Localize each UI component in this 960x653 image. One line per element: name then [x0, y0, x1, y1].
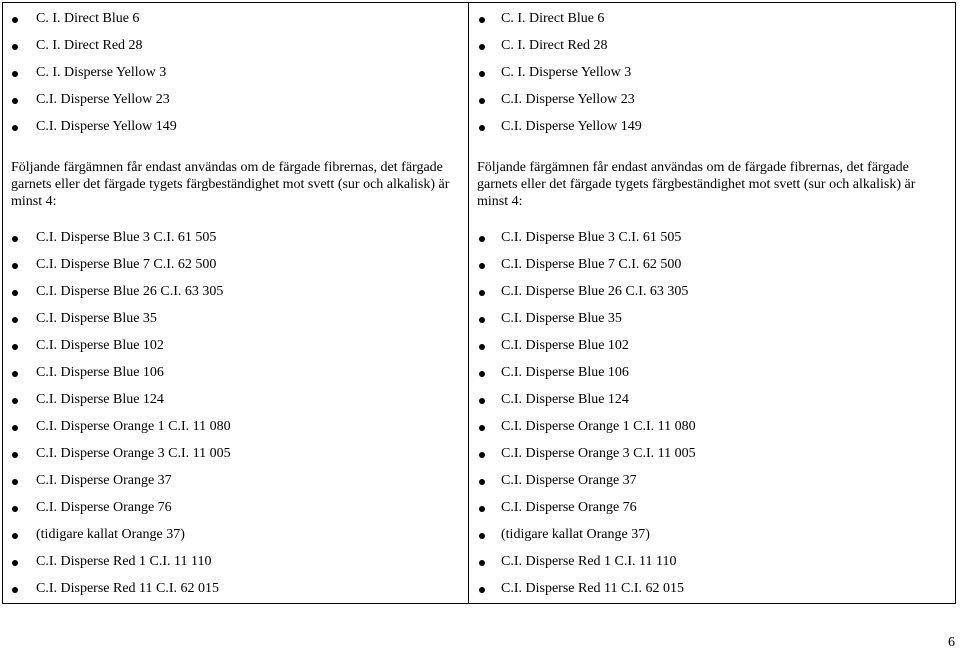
list-item-text: C.I. Disperse Blue 26 C.I. 63 305 [36, 284, 224, 299]
list-item [3, 284, 468, 311]
bullet-icon [479, 425, 485, 431]
bullet-icon [12, 236, 18, 242]
list-item [3, 473, 468, 500]
list-item-text: C.I. Disperse Orange 76 [36, 500, 172, 515]
list-item-text: C.I. Disperse Blue 102 [36, 338, 164, 353]
list-item [469, 392, 957, 419]
right-paragraph: Följande färgämnen får endast användas om de färgade fibrernas, det färgade garnets eller det färgade tygets färgbeständighet mot svett (sur och alkalisk) är minst 4: [477, 160, 916, 209]
bullet-icon [479, 344, 485, 350]
list-item-text: C.I. Disperse Blue 7 C.I. 62 500 [36, 257, 217, 272]
list-item [3, 65, 468, 92]
bullet-icon [479, 236, 485, 242]
bullet-icon [479, 263, 485, 269]
list-item [469, 311, 957, 338]
bullet-icon [479, 479, 485, 485]
list-item-text: C.I. Disperse Blue 124 [36, 392, 164, 407]
bullet-icon [12, 425, 18, 431]
bullet-icon [12, 290, 18, 296]
list-item-text: C. I. Direct Red 28 [36, 38, 143, 53]
list-item [469, 257, 957, 284]
list-item-text: C. I. Direct Red 28 [501, 38, 608, 53]
bullet-icon [479, 452, 485, 458]
list-item [3, 11, 468, 38]
list-item-text: C.I. Disperse Red 1 C.I. 11 110 [501, 554, 677, 569]
list-item-text: C.I. Disperse Blue 3 C.I. 61 505 [36, 230, 217, 245]
list-item [469, 284, 957, 311]
list-item-text: C.I. Disperse Yellow 149 [36, 119, 177, 134]
list-item-text: C.I. Disperse Orange 1 C.I. 11 080 [501, 419, 696, 434]
bullet-icon [479, 71, 485, 77]
bullet-icon [479, 317, 485, 323]
left-main-list [3, 230, 468, 608]
list-item [3, 581, 468, 608]
list-item [469, 38, 957, 65]
list-item [3, 446, 468, 473]
list-item [3, 527, 468, 554]
bullet-icon [12, 371, 18, 377]
right-main-list [469, 230, 957, 608]
bullet-icon [12, 125, 18, 131]
list-item [3, 419, 468, 446]
list-item [3, 38, 468, 65]
list-item-text: C.I. Disperse Blue 106 [501, 365, 629, 380]
page-number: 6 [948, 635, 955, 650]
list-item [3, 554, 468, 581]
list-item-text: (tidigare kallat Orange 37) [501, 527, 650, 542]
list-item-text: C.I. Disperse Orange 1 C.I. 11 080 [36, 419, 231, 434]
list-item [469, 554, 957, 581]
list-item [3, 392, 468, 419]
list-item [469, 365, 957, 392]
bullet-icon [12, 452, 18, 458]
bullet-icon [479, 17, 485, 23]
list-item-text: C.I. Disperse Blue 106 [36, 365, 164, 380]
bullet-icon [12, 506, 18, 512]
bullet-icon [479, 560, 485, 566]
list-item [469, 119, 957, 146]
bullet-icon [12, 560, 18, 566]
bullet-icon [479, 398, 485, 404]
list-item [3, 365, 468, 392]
list-item [469, 230, 957, 257]
list-item [469, 92, 957, 119]
list-item [469, 581, 957, 608]
right-column [469, 3, 957, 603]
list-item-text: C.I. Disperse Blue 7 C.I. 62 500 [501, 257, 682, 272]
bullet-icon [12, 479, 18, 485]
list-item [3, 92, 468, 119]
list-item-text: C.I. Disperse Blue 124 [501, 392, 629, 407]
list-item-text: C.I. Disperse Blue 102 [501, 338, 629, 353]
list-item-text: C. I. Disperse Yellow 3 [501, 65, 632, 80]
list-item-text: (tidigare kallat Orange 37) [36, 527, 185, 542]
left-paragraph: Följande färgämnen får endast användas om de färgade fibrernas, det färgade garnets eller det färgade tygets färgbeständighet mot svett (sur och alkalisk) är minst 4: [11, 160, 450, 209]
list-item-text: C. I. Disperse Yellow 3 [36, 65, 167, 80]
list-item [469, 419, 957, 446]
list-item [469, 527, 957, 554]
list-item-text: C.I. Disperse Red 1 C.I. 11 110 [36, 554, 212, 569]
bullet-icon [479, 533, 485, 539]
list-item-text: C.I. Disperse Blue 35 [501, 311, 622, 326]
left-top-list [3, 11, 468, 146]
list-item [469, 338, 957, 365]
bullet-icon [12, 71, 18, 77]
two-column-table [2, 2, 956, 604]
bullet-icon [12, 44, 18, 50]
list-item-text: C.I. Disperse Red 11 C.I. 62 015 [36, 581, 220, 596]
list-item-text: C. I. Direct Blue 6 [36, 11, 140, 26]
list-item-text: C.I. Disperse Red 11 C.I. 62 015 [501, 581, 685, 596]
left-column [3, 3, 468, 603]
list-item-text: C.I. Disperse Yellow 23 [36, 92, 170, 107]
list-item-text: C.I. Disperse Yellow 149 [501, 119, 642, 134]
list-item [469, 446, 957, 473]
bullet-icon [479, 44, 485, 50]
list-item [3, 338, 468, 365]
bullet-icon [479, 125, 485, 131]
list-item-text: C. I. Direct Blue 6 [501, 11, 605, 26]
list-item [3, 500, 468, 527]
list-item [469, 500, 957, 527]
list-item [3, 311, 468, 338]
bullet-icon [12, 98, 18, 104]
list-item-text: C.I. Disperse Yellow 23 [501, 92, 635, 107]
list-item [3, 119, 468, 146]
bullet-icon [12, 587, 18, 593]
bullet-icon [479, 506, 485, 512]
list-item-text: C.I. Disperse Orange 76 [501, 500, 637, 515]
list-item-text: C.I. Disperse Blue 26 C.I. 63 305 [501, 284, 689, 299]
list-item [469, 473, 957, 500]
list-item [469, 65, 957, 92]
list-item-text: C.I. Disperse Blue 35 [36, 311, 157, 326]
list-item [3, 230, 468, 257]
list-item-text: C.I. Disperse Orange 37 [501, 473, 637, 488]
bullet-icon [12, 263, 18, 269]
list-item-text: C.I. Disperse Blue 3 C.I. 61 505 [501, 230, 682, 245]
bullet-icon [479, 98, 485, 104]
bullet-icon [12, 398, 18, 404]
bullet-icon [12, 533, 18, 539]
bullet-icon [479, 290, 485, 296]
bullet-icon [12, 317, 18, 323]
list-item-text: C.I. Disperse Orange 37 [36, 473, 172, 488]
list-item-text: C.I. Disperse Orange 3 C.I. 11 005 [501, 446, 696, 461]
right-top-list [469, 11, 957, 146]
bullet-icon [479, 371, 485, 377]
list-item [3, 257, 468, 284]
bullet-icon [12, 344, 18, 350]
list-item-text: C.I. Disperse Orange 3 C.I. 11 005 [36, 446, 231, 461]
list-item [469, 11, 957, 38]
bullet-icon [12, 17, 18, 23]
bullet-icon [479, 587, 485, 593]
